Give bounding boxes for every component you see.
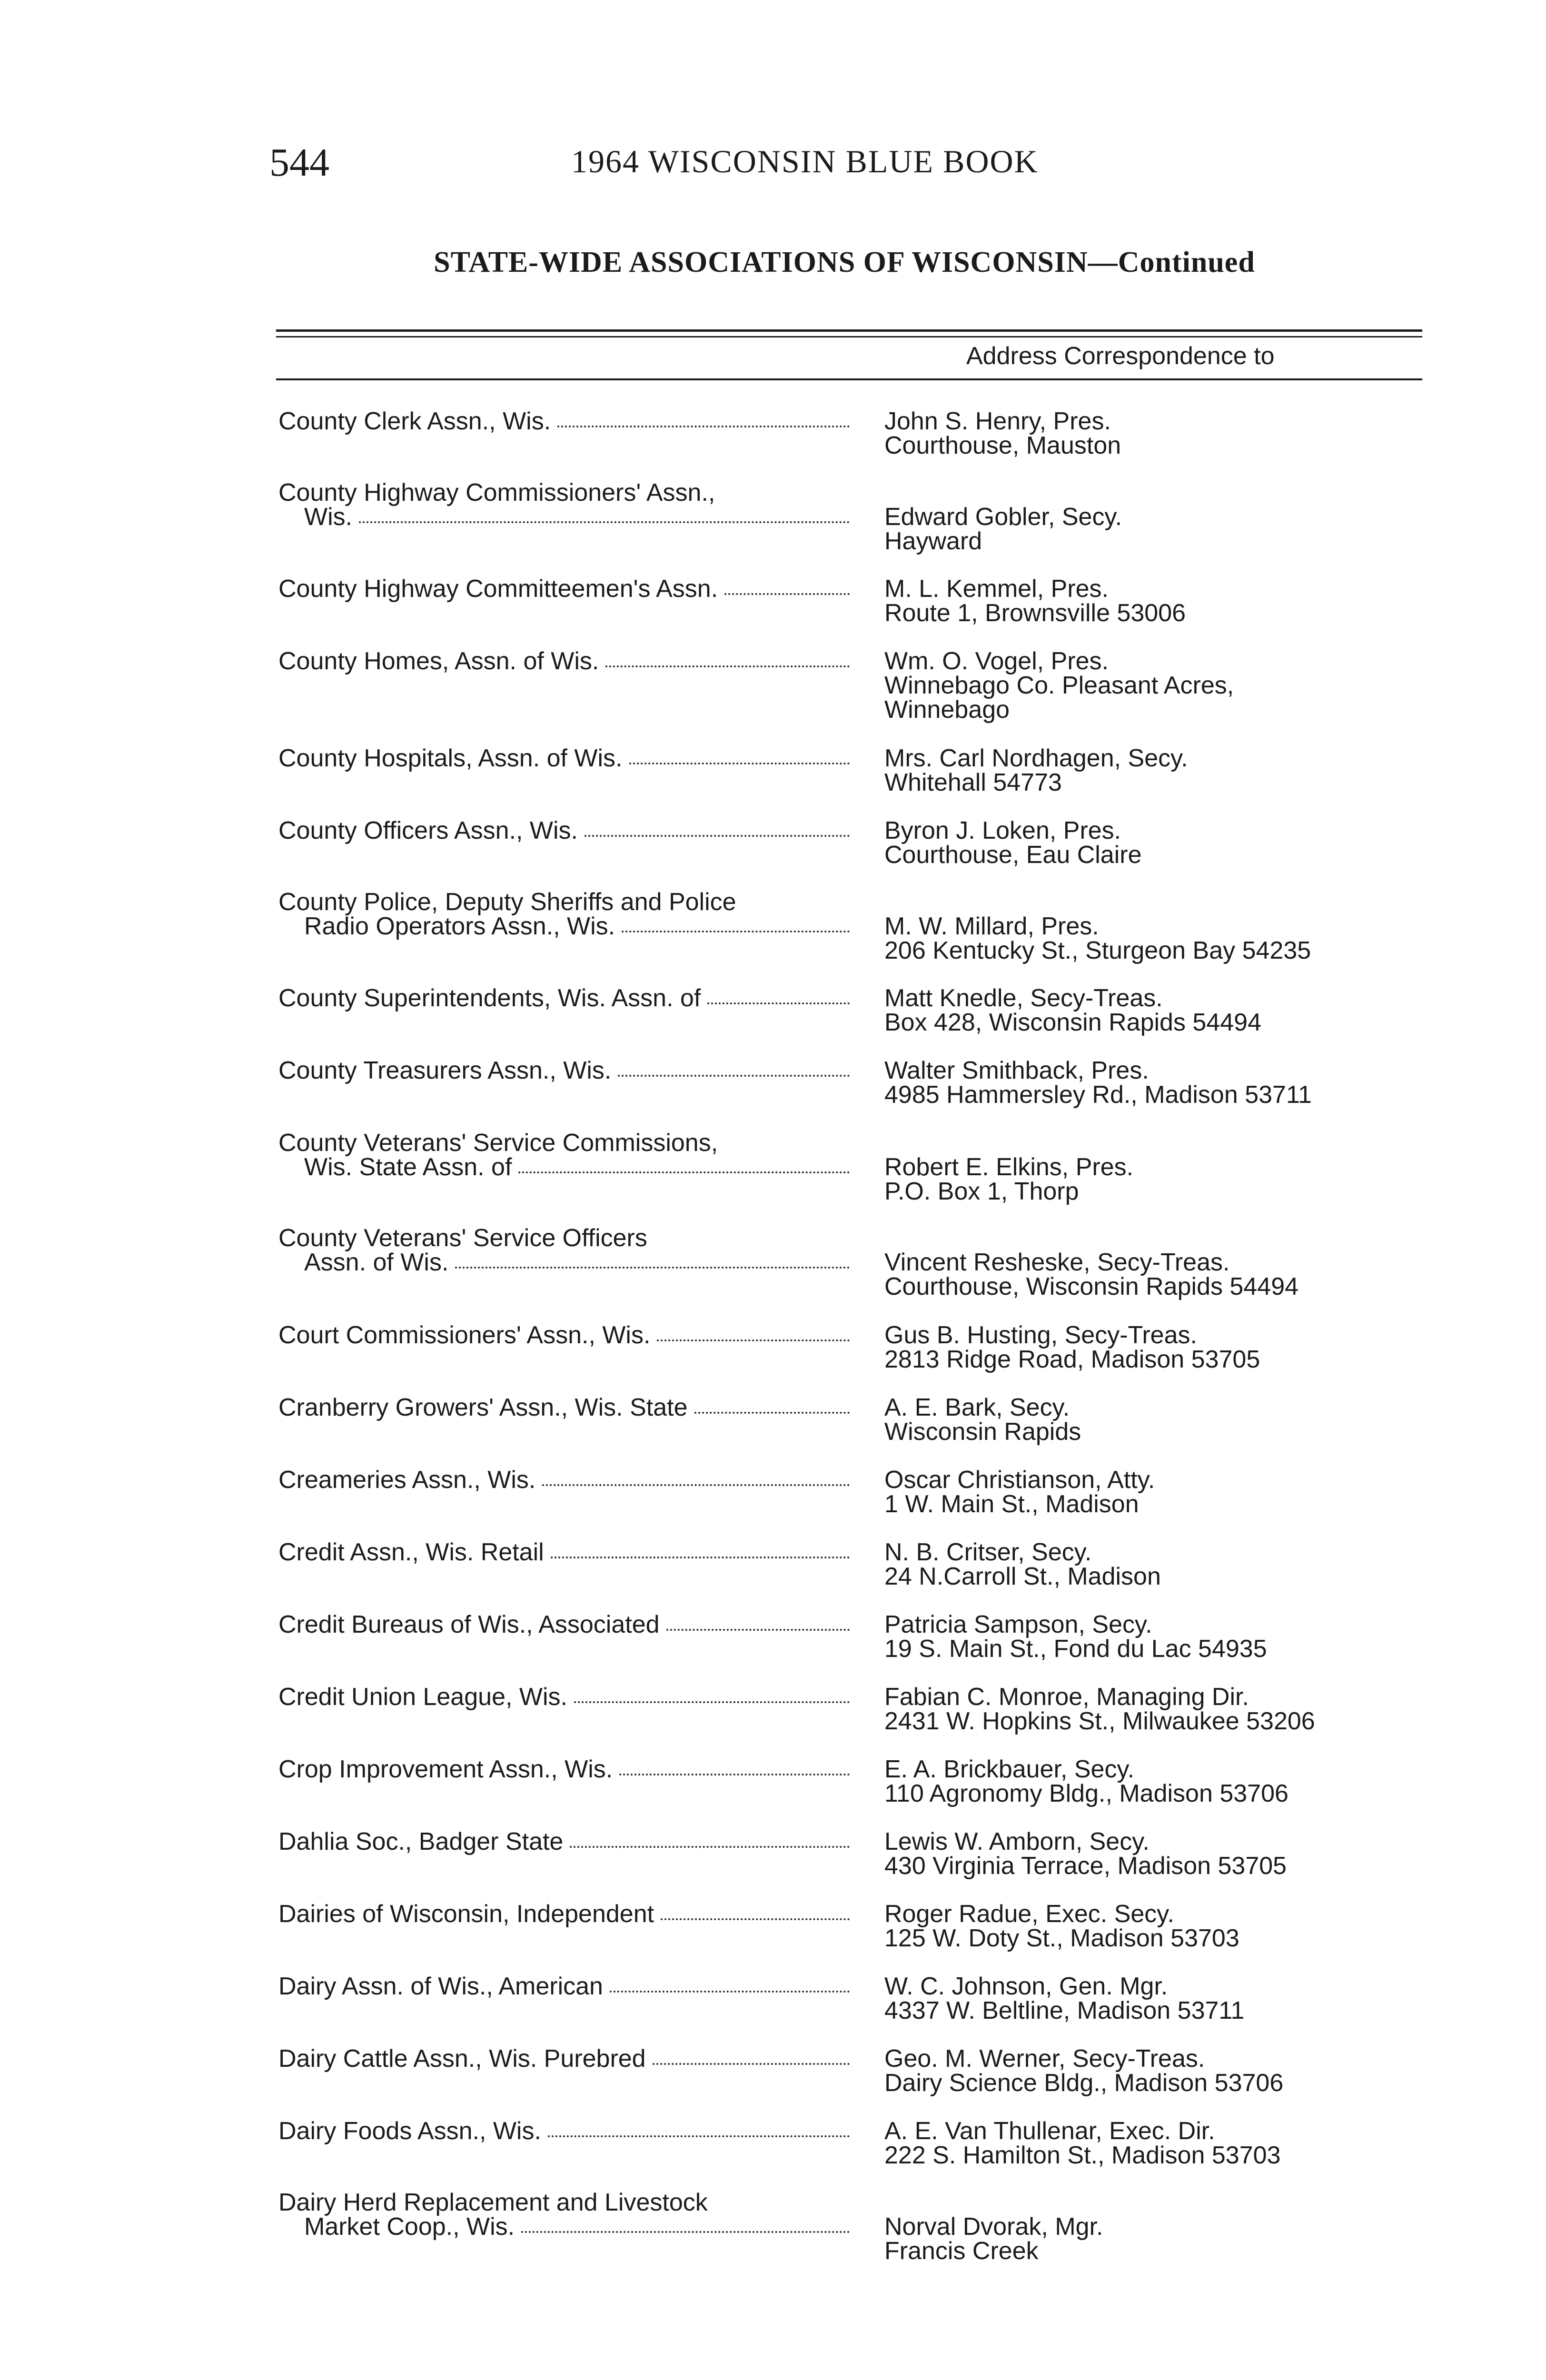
- address-line: Box 428, Wisconsin Rapids 54494: [884, 1009, 1262, 1036]
- association-name: [278, 1902, 850, 1926]
- association-name: [278, 1059, 850, 1083]
- address-line: 2813 Ridge Road, Madison 53705: [884, 1346, 1260, 1373]
- dot-leader: [661, 1912, 850, 1920]
- association-name: [278, 986, 850, 1011]
- association-name: [278, 1540, 850, 1565]
- association-name: [278, 1468, 850, 1492]
- section-title: STATE-WIDE ASSOCIATIONS OF WISCONSIN—Continued: [434, 246, 1255, 278]
- correspondence-address: [884, 505, 1503, 554]
- address-line: Byron J. Loken, Pres.: [884, 817, 1121, 844]
- address-line: Wm. O. Vogel, Pres.: [884, 647, 1109, 675]
- address-line: Norval Dvorak, Mgr.: [884, 2213, 1103, 2241]
- address-line: W. C. Johnson, Gen. Mgr.: [884, 1973, 1168, 2000]
- association-name-line: Dairy Assn. of Wis., American: [278, 1973, 603, 2000]
- association-name-line: Dairies of Wisconsin, Independent: [278, 1900, 654, 1928]
- dot-leader: [724, 586, 850, 595]
- address-line: 4337 W. Beltline, Madison 53711: [884, 1997, 1245, 2024]
- correspondence-address: [884, 577, 1503, 625]
- top-rule: [276, 329, 1422, 332]
- address-line: 430 Virginia Terrace, Madison 53705: [884, 1852, 1287, 1880]
- association-name: [278, 1226, 850, 1275]
- association-name: [278, 1974, 850, 1999]
- dot-leader: [619, 1767, 850, 1775]
- dot-leader: [521, 2224, 850, 2233]
- address-line: 2431 W. Hopkins St., Milwaukee 53206: [884, 1707, 1315, 1735]
- association-name-line: Dairy Cattle Assn., Wis. Purebred: [278, 2045, 646, 2073]
- correspondence-address: [884, 2215, 1503, 2263]
- association-name-line: Assn. of Wis.: [304, 1249, 449, 1276]
- association-name-line: Dairy Foods Assn., Wis.: [278, 2117, 541, 2145]
- association-name-line: Dairy Herd Replacement and Livestock: [278, 2189, 708, 2216]
- correspondence-address: [884, 649, 1503, 722]
- association-name-line: County Hospitals, Assn. of Wis.: [278, 744, 623, 772]
- address-line: Patricia Sampson, Secy.: [884, 1611, 1152, 1638]
- association-name: [278, 649, 850, 674]
- association-name-line: Dahlia Soc., Badger State: [278, 1828, 564, 1855]
- dot-leader: [610, 1984, 850, 1993]
- dot-leader: [629, 756, 850, 764]
- association-name: [278, 746, 850, 771]
- address-line: Winnebago: [884, 696, 1010, 724]
- association-name-line: County Treasurers Assn., Wis.: [278, 1057, 612, 1084]
- address-line: Fabian C. Monroe, Managing Dir.: [884, 1683, 1249, 1711]
- association-name-line: County Veterans' Service Commissions,: [278, 1129, 718, 1157]
- address-line: Roger Radue, Exec. Secy.: [884, 1900, 1174, 1928]
- address-line: Mrs. Carl Nordhagen, Secy.: [884, 744, 1188, 772]
- address-line: 110 Agronomy Bldg., Madison 53706: [884, 1780, 1288, 1807]
- dot-leader: [666, 1622, 850, 1631]
- address-line: 125 W. Doty St., Madison 53703: [884, 1924, 1239, 1952]
- association-name-line: Radio Operators Assn., Wis.: [304, 912, 615, 940]
- correspondence-address: [884, 1830, 1503, 1878]
- address-line: Francis Creek: [884, 2237, 1039, 2265]
- association-name-line: County Superintendents, Wis. Assn. of: [278, 984, 701, 1012]
- association-name-line: Court Commissioners' Assn., Wis.: [278, 1321, 651, 1349]
- dot-leader: [359, 515, 850, 523]
- correspondence-address: [884, 1323, 1503, 1372]
- association-name: [278, 1757, 850, 1782]
- association-name-line: County Highway Commissioners' Assn.,: [278, 479, 715, 506]
- address-line: Matt Knedle, Secy-Treas.: [884, 984, 1163, 1012]
- dot-leader: [570, 1839, 850, 1848]
- dot-leader: [518, 1165, 850, 1173]
- dot-leader: [622, 924, 850, 932]
- association-name-line: County Police, Deputy Sheriffs and Police: [278, 888, 736, 916]
- dot-leader: [657, 1333, 850, 1341]
- association-name-line: Wis. State Assn. of: [304, 1153, 512, 1181]
- correspondence-address: [884, 1468, 1503, 1517]
- correspondence-address: [884, 409, 1503, 458]
- dot-leader: [694, 1405, 850, 1414]
- correspondence-address: [884, 1613, 1503, 1661]
- association-name: [278, 481, 850, 529]
- address-line: Courthouse, Mauston: [884, 432, 1121, 459]
- association-name: [278, 1613, 850, 1637]
- correspondence-address: [884, 2047, 1503, 2095]
- dot-leader: [551, 1550, 850, 1558]
- association-name: [278, 2191, 850, 2239]
- address-line: 4985 Hammersley Rd., Madison 53711: [884, 1081, 1312, 1109]
- association-name: [278, 890, 850, 939]
- address-line: Wisconsin Rapids: [884, 1418, 1081, 1446]
- address-line: Lewis W. Amborn, Secy.: [884, 1828, 1150, 1855]
- address-line: A. E. Van Thullenar, Exec. Dir.: [884, 2117, 1215, 2145]
- dot-leader: [542, 1478, 850, 1486]
- dot-leader: [574, 1695, 850, 1703]
- association-name: [278, 1131, 850, 1180]
- address-line: Dairy Science Bldg., Madison 53706: [884, 2069, 1284, 2097]
- address-line: M. W. Millard, Pres.: [884, 912, 1099, 940]
- correspondence-address: [884, 1059, 1503, 1107]
- address-line: P.O. Box 1, Thorp: [884, 1178, 1079, 1205]
- address-line: 24 N.Carroll St., Madison: [884, 1563, 1161, 1590]
- page-number: 544: [269, 140, 329, 185]
- association-name-line: County Homes, Assn. of Wis.: [278, 647, 599, 675]
- address-line: Courthouse, Eau Claire: [884, 841, 1142, 869]
- address-line: 19 S. Main St., Fond du Lac 54935: [884, 1635, 1267, 1663]
- address-line: Oscar Christianson, Atty.: [884, 1466, 1155, 1494]
- dot-leader: [605, 659, 850, 667]
- association-name: [278, 1830, 850, 1854]
- association-name: [278, 577, 850, 601]
- association-name-line: Cranberry Growers' Assn., Wis. State: [278, 1394, 688, 1421]
- association-name: [278, 1685, 850, 1709]
- top-rule-2: [276, 336, 1422, 337]
- correspondence-address: [884, 1685, 1503, 1734]
- association-name-line: Credit Assn., Wis. Retail: [278, 1538, 544, 1566]
- address-line: Gus B. Husting, Secy-Treas.: [884, 1321, 1197, 1349]
- dot-leader: [548, 2129, 850, 2137]
- correspondence-address: [884, 746, 1503, 795]
- address-line: 206 Kentucky St., Sturgeon Bay 54235: [884, 937, 1311, 964]
- address-line: Vincent Resheske, Secy-Treas.: [884, 1249, 1230, 1276]
- correspondence-address: [884, 1155, 1503, 1204]
- correspondence-address: [884, 1396, 1503, 1444]
- address-line: 1 W. Main St., Madison: [884, 1490, 1139, 1518]
- correspondence-address: [884, 819, 1503, 867]
- association-name: [278, 1323, 850, 1348]
- dot-leader: [557, 419, 850, 427]
- address-line: E. A. Brickbauer, Secy.: [884, 1755, 1135, 1783]
- association-name-line: Credit Union League, Wis.: [278, 1683, 567, 1711]
- association-name-line: Market Coop., Wis.: [304, 2213, 515, 2241]
- association-name-line: Crop Improvement Assn., Wis.: [278, 1755, 613, 1783]
- address-line: Winnebago Co. Pleasant Acres,: [884, 672, 1234, 699]
- address-line: Hayward: [884, 527, 982, 555]
- association-name: [278, 409, 850, 434]
- address-line: N. B. Critser, Secy.: [884, 1538, 1092, 1566]
- correspondence-address: [884, 1974, 1503, 2023]
- association-name: [278, 2119, 850, 2143]
- association-name-line: County Officers Assn., Wis.: [278, 817, 578, 844]
- association-name-line: Credit Bureaus of Wis., Associated: [278, 1611, 660, 1638]
- correspondence-address: [884, 1902, 1503, 1951]
- book-title: 1964 WISCONSIN BLUE BOOK: [571, 143, 1039, 179]
- association-name-line: Creameries Assn., Wis.: [278, 1466, 536, 1494]
- address-line: Whitehall 54773: [884, 769, 1062, 796]
- address-line: Route 1, Brownsville 53006: [884, 599, 1186, 627]
- dot-leader: [653, 2056, 850, 2065]
- association-name-line: Wis.: [304, 503, 353, 531]
- dot-leader: [618, 1068, 850, 1077]
- address-line: Courthouse, Wisconsin Rapids 54494: [884, 1273, 1299, 1300]
- address-line: Robert E. Elkins, Pres.: [884, 1153, 1134, 1181]
- address-line: M. L. Kemmel, Pres.: [884, 575, 1109, 603]
- correspondence-address: [884, 1757, 1503, 1806]
- address-line: A. E. Bark, Secy.: [884, 1394, 1070, 1421]
- association-name: [278, 2047, 850, 2071]
- column-header: Address Correspondence to: [966, 342, 1275, 370]
- correspondence-address: [884, 1250, 1503, 1299]
- correspondence-address: [884, 1540, 1503, 1589]
- association-name: [278, 1396, 850, 1420]
- association-name: [278, 819, 850, 843]
- dot-leader: [455, 1260, 850, 1269]
- dot-leader: [707, 996, 850, 1004]
- column-rule: [276, 378, 1422, 380]
- correspondence-address: [884, 2119, 1503, 2168]
- correspondence-address: [884, 986, 1503, 1035]
- association-name-line: County Veterans' Service Officers: [278, 1224, 647, 1252]
- correspondence-address: [884, 914, 1503, 963]
- address-line: Edward Gobler, Secy.: [884, 503, 1122, 531]
- address-line: 222 S. Hamilton St., Madison 53703: [884, 2142, 1281, 2169]
- association-name-line: County Highway Committeemen's Assn.: [278, 575, 718, 603]
- address-line: Geo. M. Werner, Secy-Treas.: [884, 2045, 1205, 2073]
- address-line: John S. Henry, Pres.: [884, 407, 1111, 435]
- address-line: Walter Smithback, Pres.: [884, 1057, 1149, 1084]
- association-name-line: County Clerk Assn., Wis.: [278, 407, 551, 435]
- dot-leader: [585, 828, 850, 837]
